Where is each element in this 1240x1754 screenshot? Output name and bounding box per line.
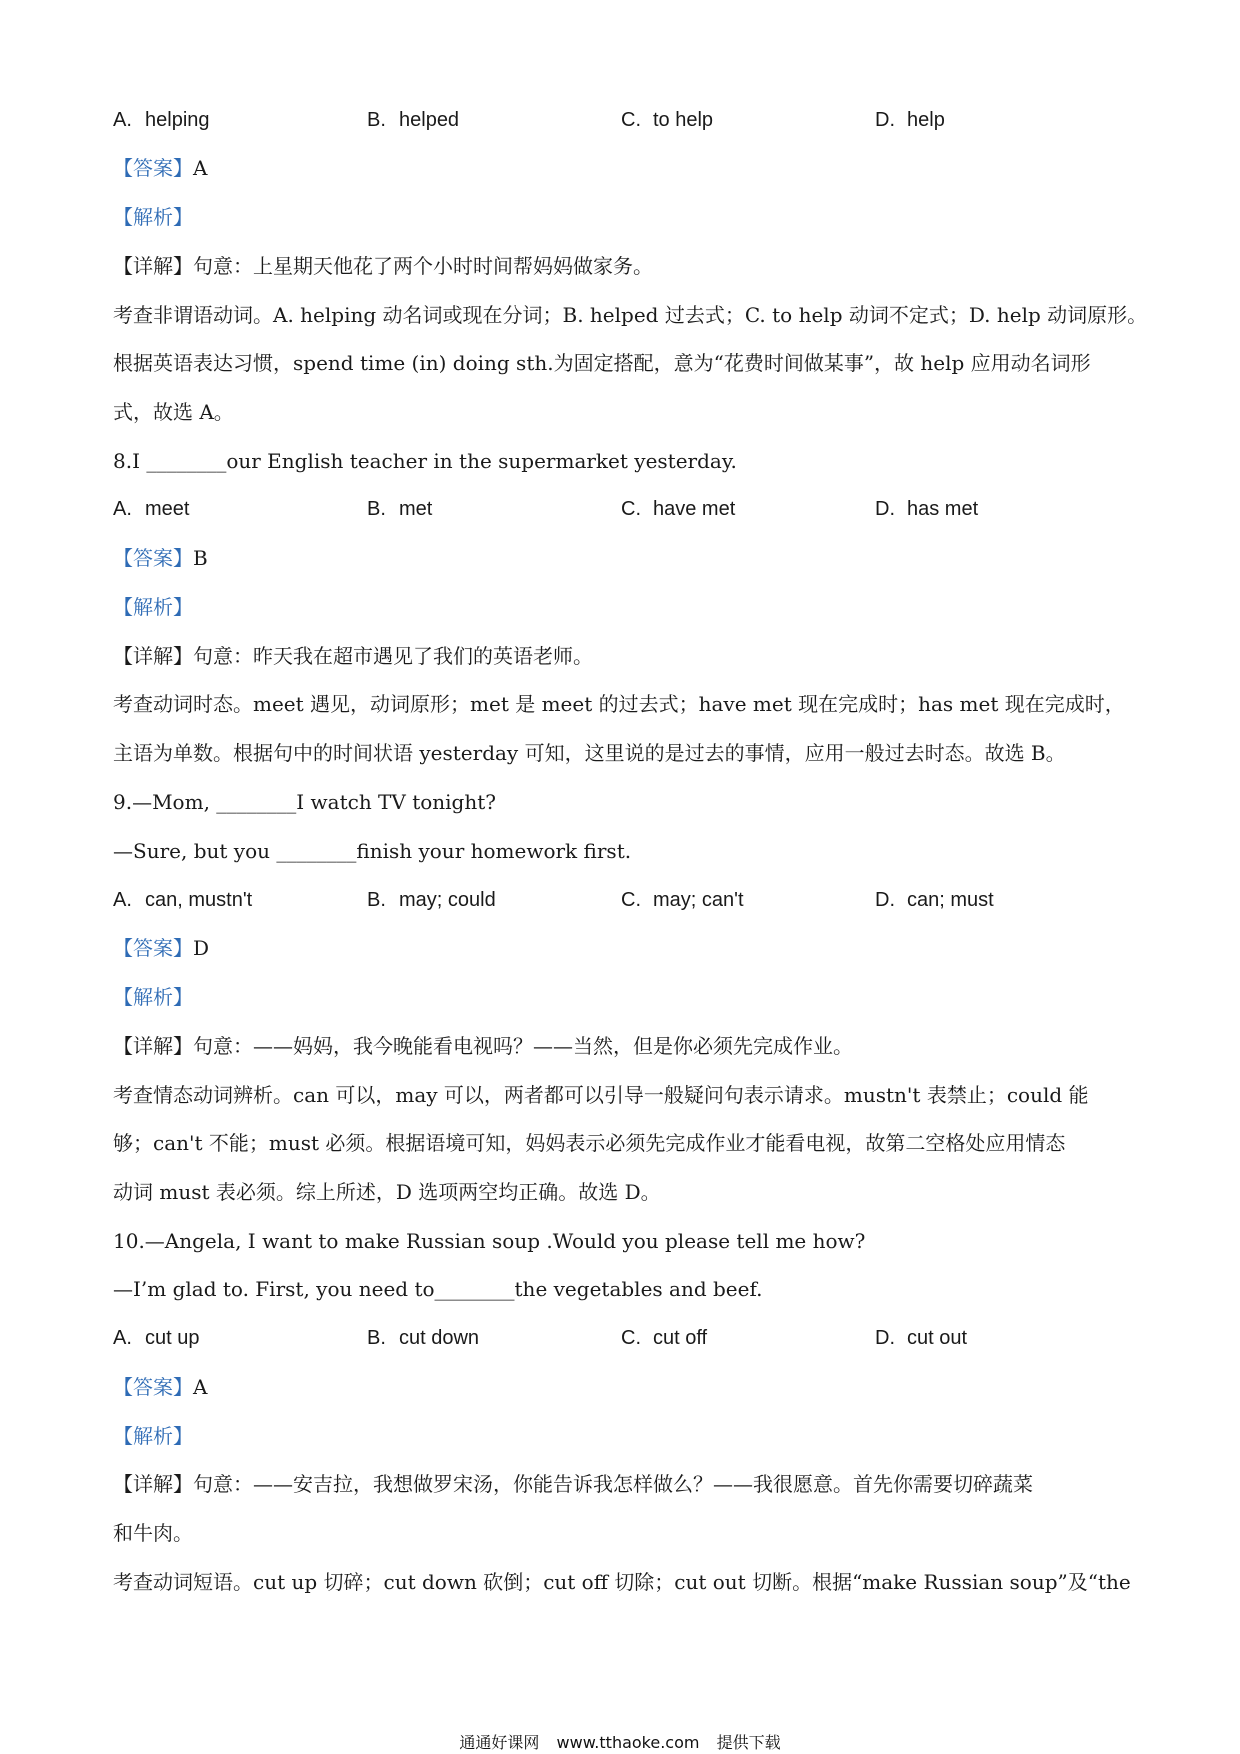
- q10-detail: 【详解】句意：——安吉拉，我想做罗宋汤，你能告诉我怎样做么？——我很愿意。首先你需要切碎蔬菜: [113, 1472, 1033, 1496]
- q10-explain-line: 考查动词短语。cut up 切碎；cut down 砍倒；cut off 切除；cut out 切断。根据“make Russian soup”及“the: [113, 1570, 1131, 1594]
- q7-analysis-label: 【解析】: [113, 205, 193, 229]
- q7-explain-line: 式，故选 A。: [113, 400, 234, 424]
- q7-option-a: A. helping: [113, 109, 210, 131]
- q7-answer: 【答案】A: [113, 156, 208, 180]
- q8-answer: 【答案】B: [113, 546, 208, 570]
- q9-analysis-label: 【解析】: [113, 985, 193, 1009]
- q8-detail: 【详解】句意：昨天我在超市遇见了我们的英语老师。: [113, 644, 593, 668]
- q7-option-c: C. to help: [621, 109, 714, 131]
- q7-explain-line: 考查非谓语动词。A. helping 动名词或现在分词；B. helped 过去式；C. to help 动词不定式；D. help 动词原形。: [113, 303, 1148, 327]
- q9-explain-line: 动词 must 表必须。综上所述，D 选项两空均正确。故选 D。: [113, 1180, 661, 1204]
- q9-options: [113, 887, 1133, 913]
- q9-explain-line: 考查情态动词辨析。can 可以，may 可以，两者都可以引导一般疑问句表示请求。mustn't 表禁止；could 能: [113, 1083, 1089, 1107]
- q10-answer: 【答案】A: [113, 1375, 208, 1399]
- q7-detail: 【详解】句意：上星期天他花了两个小时时间帮妈妈做家务。: [113, 254, 653, 278]
- q9-option-b: B. may; could: [367, 889, 496, 911]
- q8-explain-line: 主语为单数。根据句中的时间状语 yesterday 可知，这里说的是过去的事情，应用一般过去时态。故选 B。: [113, 741, 1066, 765]
- q10-option-d: D. cut out: [875, 1327, 968, 1349]
- q10-option-a: A. cut up: [113, 1327, 200, 1349]
- q10-option-c: C. cut off: [621, 1327, 708, 1349]
- q7-option-b: B. helped: [367, 109, 460, 131]
- q10-option-b: B. cut down: [367, 1327, 480, 1349]
- q8-option-c: C. have met: [621, 498, 736, 520]
- q10-stem-line: 10.—Angela, I want to make Russian soup .Would you please tell me how?: [113, 1229, 866, 1253]
- q10-detail-cont: 和牛肉。: [113, 1521, 193, 1545]
- q9-stem-line: —Sure, but you ________finish your homework first.: [113, 839, 632, 863]
- q8-option-d: D. has met: [875, 498, 979, 520]
- q10-options: [113, 1325, 1133, 1351]
- q8-option-a: A. meet: [113, 498, 190, 520]
- q8-stem: 8.I ________our English teacher in the supermarket yesterday.: [113, 449, 737, 473]
- q7-options: [113, 107, 1133, 133]
- q8-explain-line: 考查动词时态。meet 遇见，动词原形；met 是 meet 的过去式；have met 现在完成时；has met 现在完成时，: [113, 692, 1125, 716]
- q9-stem-line: 9.—Mom, ________I watch TV tonight?: [113, 790, 496, 814]
- q9-option-d: D. can; must: [875, 889, 994, 911]
- q9-detail: 【详解】句意：——妈妈，我今晚能看电视吗？——当然，但是你必须先完成作业。: [113, 1034, 853, 1058]
- q8-analysis-label: 【解析】: [113, 595, 193, 619]
- q9-answer: 【答案】D: [113, 936, 210, 960]
- q9-explain-line: 够；can't 不能；must 必须。根据语境可知，妈妈表示必须先完成作业才能看电视，故第二空格处应用情态: [113, 1131, 1066, 1155]
- footer-site-name: 通通好课网: [459, 1733, 540, 1752]
- q10-analysis-label: 【解析】: [113, 1424, 193, 1448]
- q10-stem-line: —I’m glad to. First, you need to________the vegetables and beef.: [113, 1277, 763, 1301]
- q9-option-c: C. may; can't: [621, 889, 744, 911]
- q8-options: [113, 496, 1133, 522]
- q7-explain-line: 根据英语表达习惯，spend time (in) doing sth.为固定搭配，意为“花费时间做某事”，故 help 应用动名词形: [113, 351, 1091, 375]
- q8-option-b: B. met: [367, 498, 433, 520]
- q9-option-a: A. can, mustn't: [113, 889, 253, 911]
- page-footer: [0, 1733, 1240, 1753]
- q7-option-d: D. help: [875, 109, 945, 131]
- footer-url[interactable]: www.tthaoke.com: [556, 1733, 700, 1752]
- footer-note: 提供下载: [716, 1733, 781, 1752]
